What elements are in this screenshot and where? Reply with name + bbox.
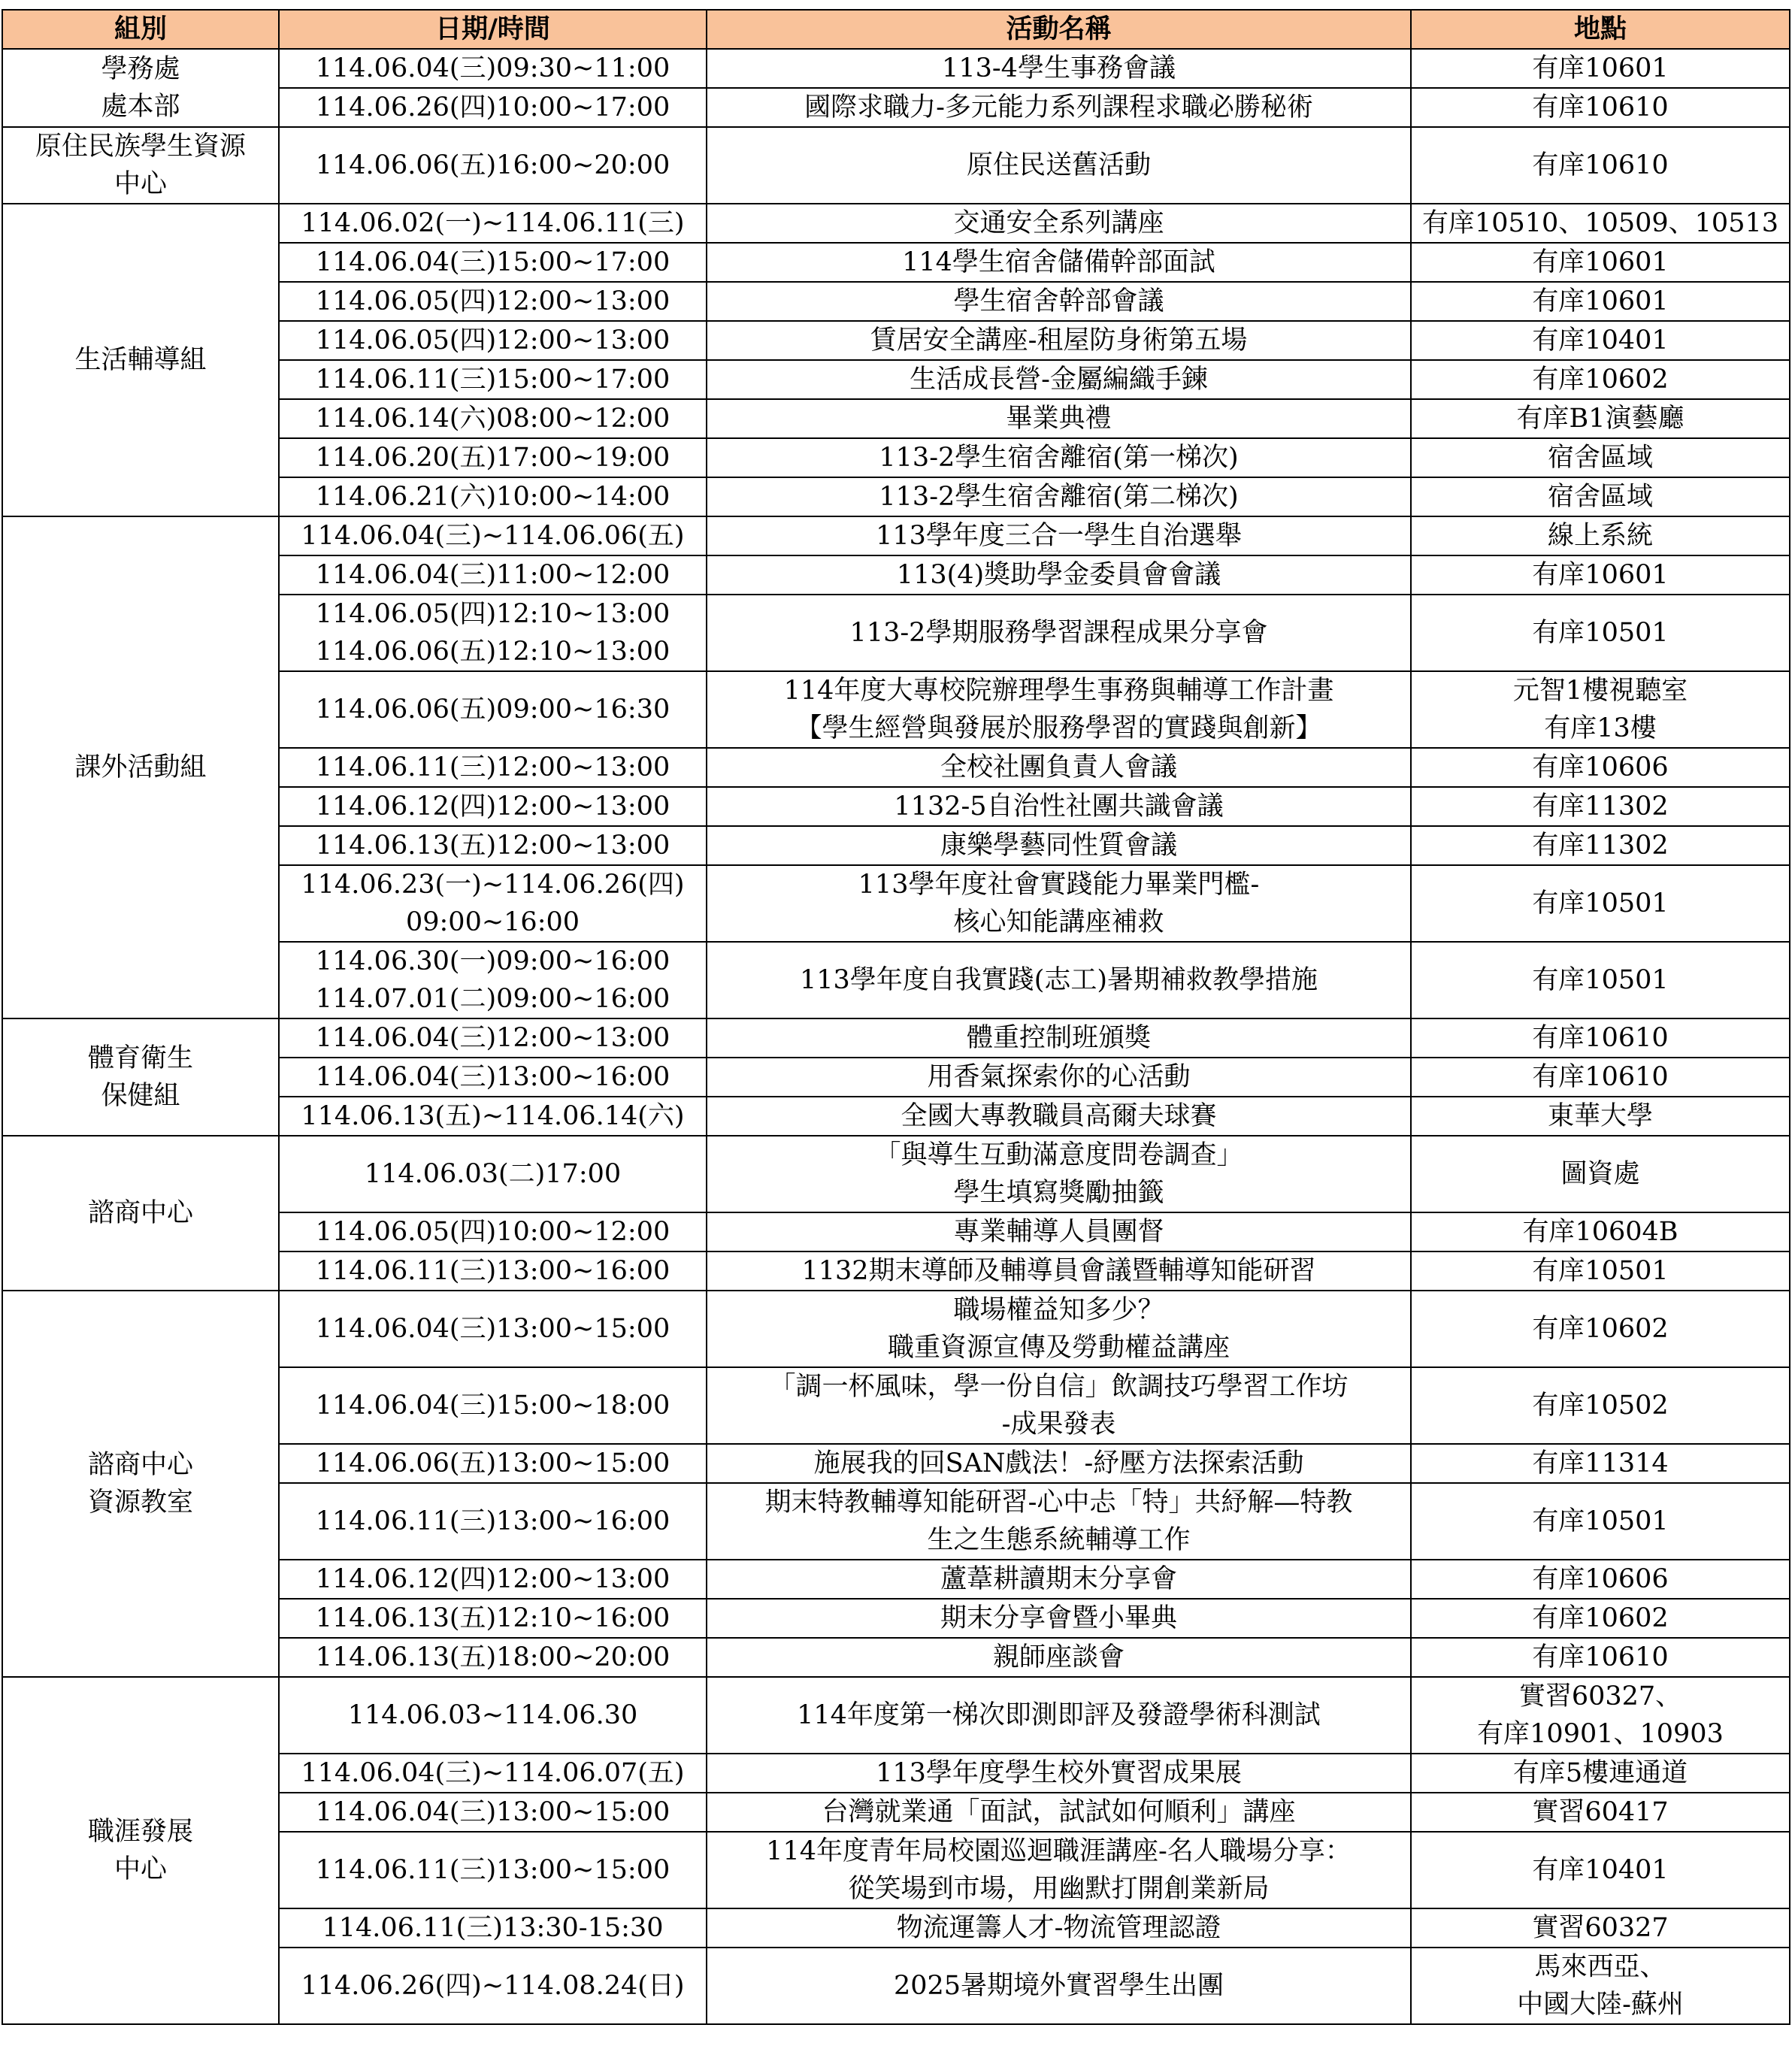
- place-cell: 有庠10502: [1411, 1367, 1790, 1444]
- group-name: 課外活動組: [2, 516, 279, 1018]
- header-event: 活動名稱: [707, 10, 1411, 49]
- table-row: [2, 204, 1790, 243]
- date-cell: 114.06.21(六)10:00~14:00: [279, 477, 707, 516]
- event-name-cell: 期末特教輔導知能研習-心中忐「特」共紓解—特教 生之生態系統輔導工作: [707, 1483, 1411, 1560]
- date-cell: 114.06.13(五)18:00~20:00: [279, 1638, 707, 1677]
- event-name-cell: 賃居安全講座-租屋防身術第五場: [707, 321, 1411, 360]
- date-cell: 114.06.06(五)16:00~20:00: [279, 127, 707, 204]
- header-row: [2, 10, 1790, 49]
- event-name-cell: 專業輔導人員團督: [707, 1212, 1411, 1251]
- event-name-cell: 原住民送舊活動: [707, 127, 1411, 204]
- date-cell: 114.06.11(三)13:00~16:00: [279, 1483, 707, 1560]
- group-name: 諮商中心: [2, 1136, 279, 1291]
- event-name-cell: 親師座談會: [707, 1638, 1411, 1677]
- event-name-cell: 全國大專教職員高爾夫球賽: [707, 1097, 1411, 1136]
- place-cell: 有庠B1演藝廳: [1411, 399, 1790, 438]
- date-cell: 114.06.05(四)12:00~13:00: [279, 282, 707, 321]
- header-group: 組別: [2, 10, 279, 49]
- place-cell: 宿舍區域: [1411, 438, 1790, 477]
- group-name: 體育衛生 保健組: [2, 1018, 279, 1136]
- date-cell: 114.06.04(三)09:30~11:00: [279, 49, 707, 88]
- place-cell: 有庠10601: [1411, 555, 1790, 595]
- event-name-cell: 113-4學生事務會議: [707, 49, 1411, 88]
- schedule-table: [2, 9, 1790, 2025]
- place-cell: 有庠10510、10509、10513: [1411, 204, 1790, 243]
- event-name-cell: 113(4)獎助學金委員會會議: [707, 555, 1411, 595]
- date-cell: 114.06.04(三)15:00~18:00: [279, 1367, 707, 1444]
- table-row: [2, 1677, 1790, 1754]
- place-cell: 有庠5樓連通道: [1411, 1754, 1790, 1793]
- table-row: [2, 1291, 1790, 1367]
- group-name: 原住民族學生資源 中心: [2, 127, 279, 204]
- place-cell: 有庠10602: [1411, 1599, 1790, 1638]
- place-cell: 有庠10606: [1411, 748, 1790, 787]
- place-cell: 元智1樓視聽室 有庠13樓: [1411, 671, 1790, 748]
- date-cell: 114.06.12(四)12:00~13:00: [279, 787, 707, 826]
- place-cell: 實習60327、 有庠10901、10903: [1411, 1677, 1790, 1754]
- event-name-cell: 1132期末導師及輔導員會議暨輔導知能研習: [707, 1251, 1411, 1291]
- date-cell: 114.06.11(三)13:00~15:00: [279, 1832, 707, 1908]
- place-cell: 有庠10606: [1411, 1560, 1790, 1599]
- event-name-cell: 交通安全系列講座: [707, 204, 1411, 243]
- place-cell: 有庠10501: [1411, 942, 1790, 1018]
- group-name: 學務處 處本部: [2, 49, 279, 127]
- date-cell: 114.06.03(二)17:00: [279, 1136, 707, 1212]
- event-name-cell: 113學年度自我實踐(志工)暑期補救教學措施: [707, 942, 1411, 1018]
- place-cell: 有庠10610: [1411, 127, 1790, 204]
- event-name-cell: 國際求職力-多元能力系列課程求職必勝秘術: [707, 88, 1411, 127]
- event-name-cell: 113-2學生宿舍離宿(第二梯次): [707, 477, 1411, 516]
- place-cell: 東華大學: [1411, 1097, 1790, 1136]
- date-cell: 114.06.04(三)13:00~15:00: [279, 1291, 707, 1367]
- date-cell: 114.06.02(一)~114.06.11(三): [279, 204, 707, 243]
- event-name-cell: 113學年度社會實踐能力畢業門檻- 核心知能講座補救: [707, 865, 1411, 942]
- place-cell: 有庠10610: [1411, 88, 1790, 127]
- date-cell: 114.06.04(三)~114.06.07(五): [279, 1754, 707, 1793]
- date-cell: 114.06.06(五)09:00~16:30: [279, 671, 707, 748]
- place-cell: 有庠11302: [1411, 826, 1790, 865]
- schedule-body: [2, 49, 1790, 2024]
- place-cell: 實習60327: [1411, 1908, 1790, 1948]
- event-name-cell: 康樂學藝同性質會議: [707, 826, 1411, 865]
- place-cell: 有庠10501: [1411, 1483, 1790, 1560]
- table-row: [2, 127, 1790, 204]
- date-cell: 114.06.20(五)17:00~19:00: [279, 438, 707, 477]
- date-cell: 114.06.05(四)12:00~13:00: [279, 321, 707, 360]
- date-cell: 114.06.26(四)10:00~17:00: [279, 88, 707, 127]
- date-cell: 114.06.23(一)~114.06.26(四) 09:00~16:00: [279, 865, 707, 942]
- date-cell: 114.06.11(三)13:30-15:30: [279, 1908, 707, 1948]
- date-cell: 114.06.04(三)13:00~15:00: [279, 1793, 707, 1832]
- date-cell: 114.06.03~114.06.30: [279, 1677, 707, 1754]
- event-name-cell: 114學生宿舍儲備幹部面試: [707, 243, 1411, 282]
- place-cell: 有庠10401: [1411, 321, 1790, 360]
- date-cell: 114.06.04(三)11:00~12:00: [279, 555, 707, 595]
- event-name-cell: 學生宿舍幹部會議: [707, 282, 1411, 321]
- event-name-cell: 用香氣探索你的心活動: [707, 1058, 1411, 1097]
- date-cell: 114.06.04(三)~114.06.06(五): [279, 516, 707, 555]
- date-cell: 114.06.26(四)~114.08.24(日): [279, 1948, 707, 2024]
- place-cell: 有庠11314: [1411, 1444, 1790, 1483]
- event-name-cell: 113-2學生宿舍離宿(第一梯次): [707, 438, 1411, 477]
- event-name-cell: 114年度第一梯次即測即評及發證學術科測試: [707, 1677, 1411, 1754]
- event-name-cell: 體重控制班頒獎: [707, 1018, 1411, 1058]
- place-cell: 有庠10401: [1411, 1832, 1790, 1908]
- group-name: 職涯發展 中心: [2, 1677, 279, 2024]
- place-cell: 有庠10610: [1411, 1058, 1790, 1097]
- date-cell: 114.06.14(六)08:00~12:00: [279, 399, 707, 438]
- place-cell: 馬來西亞、 中國大陸-蘇州: [1411, 1948, 1790, 2024]
- place-cell: 有庠11302: [1411, 787, 1790, 826]
- place-cell: 有庠10501: [1411, 595, 1790, 671]
- event-name-cell: 期末分享會暨小畢典: [707, 1599, 1411, 1638]
- date-cell: 114.06.30(一)09:00~16:00 114.07.01(二)09:00~16:00: [279, 942, 707, 1018]
- date-cell: 114.06.13(五)12:00~13:00: [279, 826, 707, 865]
- event-name-cell: 生活成長營-金屬編織手鍊: [707, 360, 1411, 399]
- event-name-cell: 113學年度學生校外實習成果展: [707, 1754, 1411, 1793]
- date-cell: 114.06.12(四)12:00~13:00: [279, 1560, 707, 1599]
- event-name-cell: 施展我的回SAN戲法！-紓壓方法探索活動: [707, 1444, 1411, 1483]
- event-name-cell: 1132-5自治性社團共識會議: [707, 787, 1411, 826]
- group-name: 諮商中心 資源教室: [2, 1291, 279, 1677]
- event-name-cell: 114年度大專校院辦理學生事務與輔導工作計畫 【學生經營與發展於服務學習的實踐與創新】: [707, 671, 1411, 748]
- place-cell: 有庠10601: [1411, 49, 1790, 88]
- table-row: [2, 1136, 1790, 1212]
- date-cell: 114.06.05(四)10:00~12:00: [279, 1212, 707, 1251]
- table-row: [2, 1018, 1790, 1058]
- date-cell: 114.06.05(四)12:10~13:00 114.06.06(五)12:10~13:00: [279, 595, 707, 671]
- header-date: 日期/時間: [279, 10, 707, 49]
- event-name-cell: 物流運籌人才-物流管理認證: [707, 1908, 1411, 1948]
- date-cell: 114.06.06(五)13:00~15:00: [279, 1444, 707, 1483]
- event-name-cell: 畢業典禮: [707, 399, 1411, 438]
- place-cell: 宿舍區域: [1411, 477, 1790, 516]
- event-name-cell: 114年度青年局校園巡迴職涯講座-名人職場分享： 從笑場到市場，用幽默打開創業新局: [707, 1832, 1411, 1908]
- event-name-cell: 台灣就業通「面試，試試如何順利」講座: [707, 1793, 1411, 1832]
- place-cell: 有庠10610: [1411, 1638, 1790, 1677]
- date-cell: 114.06.13(五)~114.06.14(六): [279, 1097, 707, 1136]
- table-row: [2, 49, 1790, 88]
- event-name-cell: 「與導生互動滿意度問卷調查」 學生填寫獎勵抽籤: [707, 1136, 1411, 1212]
- event-name-cell: 113-2學期服務學習課程成果分享會: [707, 595, 1411, 671]
- event-name-cell: 蘆葦耕讀期末分享會: [707, 1560, 1411, 1599]
- place-cell: 實習60417: [1411, 1793, 1790, 1832]
- header-place: 地點: [1411, 10, 1790, 49]
- date-cell: 114.06.04(三)13:00~16:00: [279, 1058, 707, 1097]
- date-cell: 114.06.04(三)12:00~13:00: [279, 1018, 707, 1058]
- place-cell: 線上系統: [1411, 516, 1790, 555]
- table-row: [2, 516, 1790, 555]
- event-name-cell: 全校社團負責人會議: [707, 748, 1411, 787]
- event-name-cell: 「調一杯風味，學一份自信」飲調技巧學習工作坊 -成果發表: [707, 1367, 1411, 1444]
- event-name-cell: 2025暑期境外實習學生出團: [707, 1948, 1411, 2024]
- date-cell: 114.06.04(三)15:00~17:00: [279, 243, 707, 282]
- place-cell: 有庠10601: [1411, 243, 1790, 282]
- event-name-cell: 113學年度三合一學生自治選舉: [707, 516, 1411, 555]
- place-cell: 圖資處: [1411, 1136, 1790, 1212]
- event-name-cell: 職場權益知多少？ 職重資源宣傳及勞動權益講座: [707, 1291, 1411, 1367]
- place-cell: 有庠10501: [1411, 865, 1790, 942]
- date-cell: 114.06.11(三)12:00~13:00: [279, 748, 707, 787]
- place-cell: 有庠10601: [1411, 282, 1790, 321]
- place-cell: 有庠10602: [1411, 360, 1790, 399]
- date-cell: 114.06.11(三)15:00~17:00: [279, 360, 707, 399]
- group-name: 生活輔導組: [2, 204, 279, 516]
- place-cell: 有庠10604B: [1411, 1212, 1790, 1251]
- place-cell: 有庠10602: [1411, 1291, 1790, 1367]
- date-cell: 114.06.11(三)13:00~16:00: [279, 1251, 707, 1291]
- place-cell: 有庠10610: [1411, 1018, 1790, 1058]
- date-cell: 114.06.13(五)12:10~16:00: [279, 1599, 707, 1638]
- place-cell: 有庠10501: [1411, 1251, 1790, 1291]
